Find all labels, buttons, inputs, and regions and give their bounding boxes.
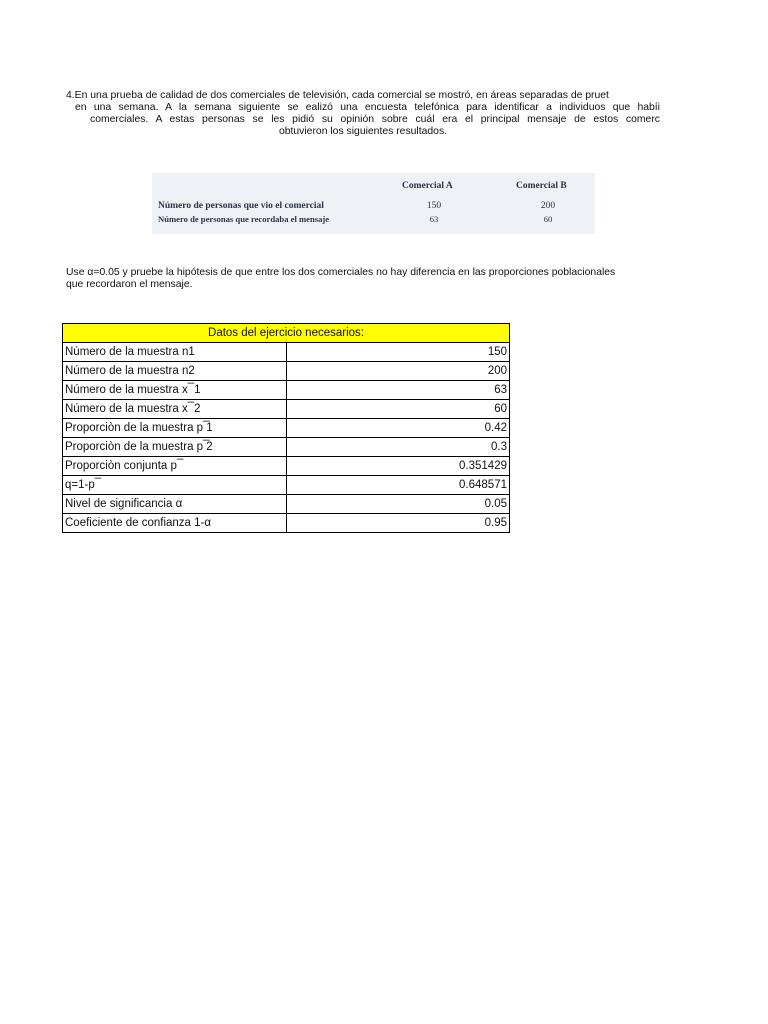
value-recall-a: 63	[429, 214, 439, 224]
results-image-table	[152, 173, 595, 234]
problem-line-4: obtuvieron los siguientes resultados.	[278, 126, 448, 137]
table-row	[63, 343, 510, 362]
row-value: 0.351429	[286, 457, 510, 476]
problem-line-3: comerciales. A estas personas se les pidió su opinión sobre cuál era el principal mensaje de estos comerc	[90, 114, 660, 125]
data-table-title: Datos del ejercicio necesarios:	[63, 324, 510, 343]
row-label: q=1-p ̅	[63, 476, 287, 495]
row-label: Número de la muestra n2	[63, 362, 287, 381]
row-value: 0.3	[286, 438, 510, 457]
table-row	[63, 495, 510, 514]
value-viewers-b: 200	[540, 201, 556, 211]
table-row	[63, 400, 510, 419]
row-value: 0.05	[286, 495, 510, 514]
table-row	[63, 362, 510, 381]
row-value: 63	[286, 381, 510, 400]
row-label-recall: Número de personas que recordaba el mensaje	[158, 214, 330, 224]
row-label: Número de la muestra n1	[63, 343, 287, 362]
problem-line-1: 4.En una prueba de calidad de dos comerciales de televisión, cada comercial se mostró, en áreas separadas de pruet	[66, 90, 609, 101]
problem-line-2: en una semana. A la semana siguiente se ealizó una encuesta telefónica para identificar a individuos que habíi	[75, 102, 660, 113]
value-recall-b: 60	[543, 214, 553, 224]
instructions-line-2: que recordaron el mensaje.	[66, 279, 193, 290]
header-comercial-b: Comercial B	[516, 181, 567, 191]
row-label: Nivel de significancia α	[63, 495, 287, 514]
row-label: Número de la muestra x ̅ 1	[63, 381, 287, 400]
row-label: Número de la muestra x ̅ 2	[63, 400, 287, 419]
value-viewers-a: 150	[426, 201, 442, 211]
row-value: 150	[286, 343, 510, 362]
row-label: Coeficiente de confianza 1-α	[63, 514, 287, 533]
row-value: 0.648571	[286, 476, 510, 495]
table-row	[63, 438, 510, 457]
table-row	[63, 381, 510, 400]
table-row	[63, 419, 510, 438]
row-label: Proporciòn de la muestra p ̅2	[63, 438, 287, 457]
row-label: Proporciòn de la muestra p ̅1	[63, 419, 287, 438]
row-value: 0.42	[286, 419, 510, 438]
problem-statement	[66, 90, 660, 138]
table-row	[63, 514, 510, 533]
row-value: 0.95	[286, 514, 510, 533]
row-value: 60	[286, 400, 510, 419]
row-label-viewers: Número de personas que vio el comercial	[158, 201, 324, 211]
data-table	[62, 323, 510, 533]
row-value: 200	[286, 362, 510, 381]
header-comercial-a: Comercial A	[402, 181, 453, 191]
data-table-header-row	[63, 324, 510, 343]
instructions-line-1: Use α=0.05 y pruebe la hipótesis de que entre los dos comerciales no hay diferencia en las proporciones poblacionales	[66, 267, 616, 278]
row-label: Proporciòn conjunta p ̅	[63, 457, 287, 476]
instructions	[66, 267, 660, 291]
table-row	[63, 476, 510, 495]
table-row	[63, 457, 510, 476]
